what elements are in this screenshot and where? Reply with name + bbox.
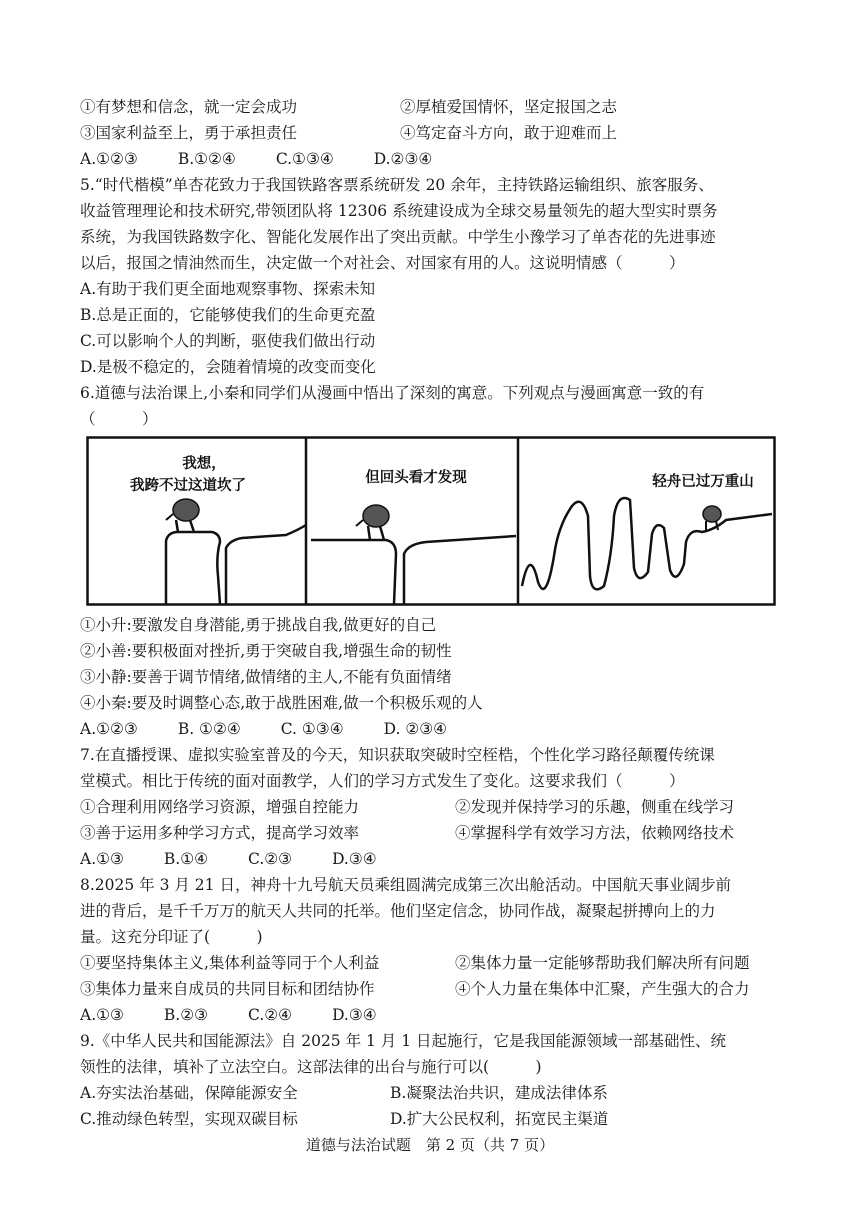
q8-answer-d: D.③④	[332, 1006, 377, 1024]
q7-answers	[80, 846, 417, 872]
q8-answer-b: B.②③	[163, 1006, 209, 1024]
q9-answer-d: D.扩大公民权利，拓宽民主渠道	[390, 1110, 609, 1128]
comic-caption-2: 但回头看才发现	[365, 470, 467, 486]
q5-stem-line-4: 以后，报国之情油然而生，决定做一个对社会、对国家有用的人。这说明情感（ ）	[80, 254, 685, 272]
q6-answers	[80, 716, 487, 742]
comic-strip-drawing	[86, 436, 776, 606]
q8-option-1: ①要坚持集体主义,集体利益等同于个人利益	[80, 954, 380, 972]
q8-answer-c: C.②④	[248, 1006, 293, 1024]
q8-option-2: ②集体力量一定能够帮助我们解决所有问题	[455, 954, 750, 972]
q6-answer-c: C. ①③④	[280, 720, 344, 738]
q4-answers	[80, 146, 472, 172]
q4-option-2: ②厚植爱国情怀，坚定报国之志	[400, 98, 618, 116]
comic-caption-1b: 我跨不过这道坎了	[130, 478, 246, 494]
q9-stem-line-2: 领性的法律，填补了立法空白。这部法律的出台与施行可以( )	[80, 1058, 542, 1076]
q9-answer-a: A.夯实法治基础，保障能源安全	[80, 1084, 298, 1102]
q7-answer-d: D.③④	[332, 850, 377, 868]
q8-answer-a: A.①③	[80, 1006, 124, 1024]
q7-option-4: ④掌握科学有效学习方法，依赖网络技术	[455, 824, 735, 842]
q5-stem-line-3: 系统，为我国铁路数字化、智能化发展作出了突出贡献。中学生小豫学习了单杏花的先进事迹	[80, 228, 716, 246]
q6-option-3: ③小静:要善于调节情绪,做情绪的主人,不能有负面情绪	[80, 668, 452, 686]
q5-stem-line-1: 5.“时代楷模”单杏花致力于我国铁路客票系统研发 20 余年，主持铁路运输组织、旅客服务、	[80, 176, 714, 194]
q6-answer-a: A.①②③	[80, 720, 138, 738]
q6-option-1: ①小升:要激发自身潜能,勇于挑战自我,做更好的自己	[80, 616, 437, 634]
q5-answer-c: C.可以影响个人的判断，驱使我们做出行动	[80, 332, 376, 350]
q5-answer-a: A.有助于我们更全面地观察事物、探索未知	[80, 280, 376, 298]
page-footer: 道德与法治试题 第 2 页（共 7 页）	[305, 1136, 555, 1154]
comic-strip	[86, 436, 776, 606]
q9-stem-line-1: 9.《中华人民共和国能源法》自 2025 年 1 月 1 日起施行，它是我国能源领域一部基础性、统	[80, 1032, 727, 1050]
q5-answer-d: D.是极不稳定的，会随着情境的改变而变化	[80, 358, 376, 376]
q8-stem-line-1: 8.2025 年 3 月 21 日，神舟十九号航天员乘组圆满完成第三次出舱活动。中国航天事业阔步前	[80, 876, 731, 894]
q6-answer-b: B. ①②④	[177, 720, 241, 738]
q8-answers	[80, 1002, 417, 1028]
q9-answer-c: C.推动绿色转型，实现双碳目标	[80, 1110, 298, 1128]
q5-answer-b: B.总是正面的，它能够使我们的生命更充盈	[80, 306, 376, 324]
q7-stem-line-2: 堂模式。相比于传统的面对面教学，人们的学习方式发生了变化。这要求我们（ ）	[80, 772, 685, 790]
q7-answer-b: B.①④	[163, 850, 209, 868]
q4-answer-d: D.②③④	[373, 150, 433, 168]
q4-answer-c: C.①③④	[275, 150, 334, 168]
comic-caption-3: 轻舟已过万重山	[652, 474, 754, 490]
q8-option-4: ④个人力量在集体中汇聚，产生强大的合力	[455, 980, 750, 998]
q4-answer-b: B.①②④	[177, 150, 236, 168]
q4-option-4: ④笃定奋斗方向，敢于迎难而上	[400, 124, 618, 142]
q6-option-4: ④小秦:要及时调整心态,敢于战胜困难,做一个积极乐观的人	[80, 694, 483, 712]
q9-answer-b: B.凝聚法治共识，建成法律体系	[390, 1084, 608, 1102]
q7-stem-line-1: 7.在直播授课、虚拟实验室普及的今天，知识获取突破时空桎梏，个性化学习路径颠覆传统课	[80, 746, 715, 764]
q6-answer-d: D. ②③④	[383, 720, 448, 738]
q4-answer-a: A.①②③	[80, 150, 138, 168]
q6-option-2: ②小善:要积极面对挫折,勇于突破自我,增强生命的韧性	[80, 642, 452, 660]
q7-option-1: ①合理利用网络学习资源，增强自控能力	[80, 798, 360, 816]
q6-stem-line-1: 6.道德与法治课上,小秦和同学们从漫画中悟出了深刻的寓意。下列观点与漫画寓意一致的有	[80, 384, 705, 402]
q7-option-2: ②发现并保持学习的乐趣，侧重在线学习	[455, 798, 735, 816]
q7-answer-a: A.①③	[80, 850, 124, 868]
comic-caption-1a: 我想，	[182, 456, 226, 472]
q6-stem-line-2: （ ）	[80, 410, 158, 428]
q4-option-1: ①有梦想和信念，就一定会成功	[80, 98, 298, 116]
q5-stem-line-2: 收益管理理论和技术研究,带领团队将 12306 系统建设成为全球交易量领先的超大型实时票务	[80, 202, 718, 220]
q7-option-3: ③善于运用多种学习方式，提高学习效率	[80, 824, 360, 842]
q8-option-3: ③集体力量来自成员的共同目标和团结协作	[80, 980, 375, 998]
q8-stem-line-3: 量。这充分印证了( )	[80, 928, 263, 946]
q4-option-3: ③国家利益至上，勇于承担责任	[80, 124, 298, 142]
q7-answer-c: C.②③	[248, 850, 293, 868]
q8-stem-line-2: 进的背后，是千千万万的航天人共同的托举。他们坚定信念，协同作战，凝聚起拼搏向上的力	[80, 902, 716, 920]
